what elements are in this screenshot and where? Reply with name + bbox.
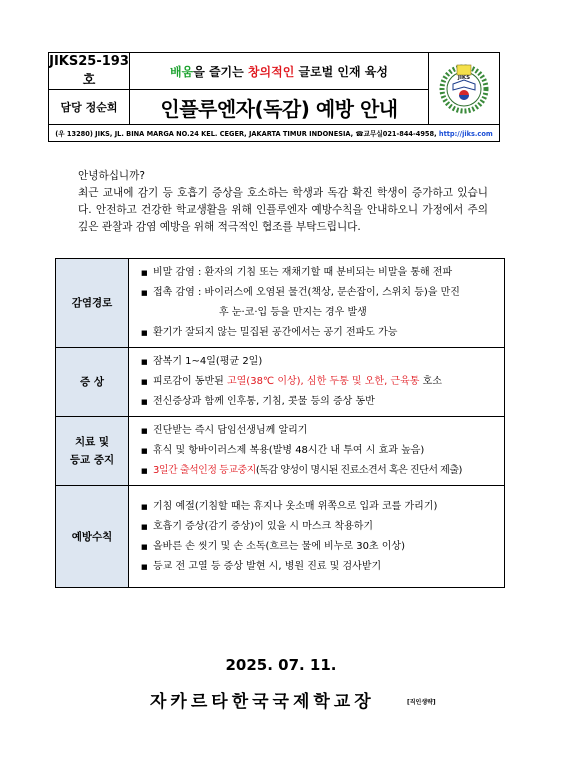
section-content-treatment <box>129 417 505 486</box>
list-item <box>141 461 500 481</box>
manager-name: 담당 정순희 <box>49 90 130 125</box>
document-header <box>48 52 500 142</box>
school-slogan <box>130 53 429 90</box>
list-item: ■ 휴식 및 항바이러스제 복용(발병 48시간 내 투여 시 효과 높음) <box>141 441 500 461</box>
absence-highlight: 3일간 출석인정 등교중지 <box>153 465 256 476</box>
seal-omitted-note: [직인생략] <box>407 699 436 706</box>
school-principal: 자카르타한국국제학교장 <box>150 692 375 712</box>
list-item: ■ 호흡기 증상(감기 증상)이 있을 시 마스크 착용하기 <box>141 517 500 537</box>
address-text: (우 13280) JIKS, JL. BINA MARGA NO.24 KEL. CEGER, JAKARTA TIMUR INDONESIA, ☎교무실021-844-4958, <box>55 130 439 138</box>
list-item: ■ 비말 감염 : 환자의 기침 또는 재채기할 때 분비되는 비말을 통해 전파 <box>141 263 500 283</box>
list-item-continued: 후 눈·코·입 등을 만지는 경우 발생 <box>219 307 367 318</box>
list-item: ■ 접촉 감염 : 바이러스에 오염된 물건(책상, 문손잡이, 스위치 등)을 만진 <box>141 283 500 303</box>
school-logo <box>429 53 500 125</box>
treatment-label-line-2: 등교 중지 <box>69 454 115 466</box>
logo-text: JIKS <box>457 74 471 81</box>
list-item <box>141 372 500 392</box>
document-date: 2025. 07. 11. <box>225 656 337 674</box>
section-label-symptom: 증 상 <box>56 348 129 417</box>
document-number: JIKS25-193호 <box>49 54 129 88</box>
greeting-text: 안녕하십니까? <box>78 170 146 182</box>
section-content-prevention <box>129 486 505 588</box>
slogan-part-4: 글로벌 인재 육성 <box>294 64 388 79</box>
section-label-prevention: 예방수칙 <box>56 486 129 588</box>
list-item: ■ 전신증상과 함께 인후통, 기침, 콧물 등의 증상 동반 <box>141 392 500 412</box>
website-link[interactable]: http://jiks.com <box>438 130 493 138</box>
treatment-label-line-1: 치료 및 <box>74 436 110 448</box>
list-item: ■ 올바른 손 씻기 및 손 소독(흐르는 물에 비누로 30초 이상) <box>141 537 500 557</box>
section-content-symptom <box>129 348 505 417</box>
slogan-part-1: 배움 <box>170 64 194 79</box>
section-label-treatment <box>56 417 129 486</box>
slogan-part-3: 창의적인 <box>247 64 295 79</box>
intro-paragraph: 최근 교내에 감기 등 호흡기 증상을 호소하는 학생과 독감 확진 학생이 증가하고 있습니다. 안전하고 건강한 학교생활을 위해 인플루엔자 예방수칙을 안내하오니 가정에서 주의 깊은 관찰과 감염 예방을 위해 적극적인 협조를 부탁드립니다. <box>78 187 488 233</box>
slogan-part-2: 을 즐기는 <box>193 64 248 79</box>
list-item: ■ 진단받는 즉시 담임선생님께 알리기 <box>141 421 500 441</box>
flu-info-table <box>55 258 505 588</box>
school-emblem-icon <box>436 57 492 117</box>
symptom-text-c: 호소 <box>419 376 442 387</box>
list-item: ■ 기침 예절(기침할 때는 휴지나 옷소매 위쪽으로 입과 코를 가리기) <box>141 497 500 517</box>
absence-note: (독감 양성이 명시된 진료소견서 혹은 진단서 제출) <box>255 465 462 476</box>
school-address <box>49 125 500 142</box>
list-item: ■ 환기가 잘되지 않는 밀집된 공간에서는 공기 전파도 가능 <box>141 323 500 343</box>
symptom-text-a: 피로감이 동반된 <box>153 376 227 387</box>
section-label-route: 감염경로 <box>56 259 129 348</box>
document-title: 인플루엔자(독감) 예방 안내 <box>130 90 429 125</box>
list-item: ■ 등교 전 고열 등 증상 발현 시, 병원 진료 및 검사받기 <box>141 557 500 577</box>
list-item: ■ 잠복기 1~4일(평균 2일) <box>141 352 500 372</box>
symptom-highlight: 고열(38℃ 이상), 심한 두통 및 오한, 근육통 <box>226 376 420 387</box>
section-content-route <box>129 259 505 348</box>
